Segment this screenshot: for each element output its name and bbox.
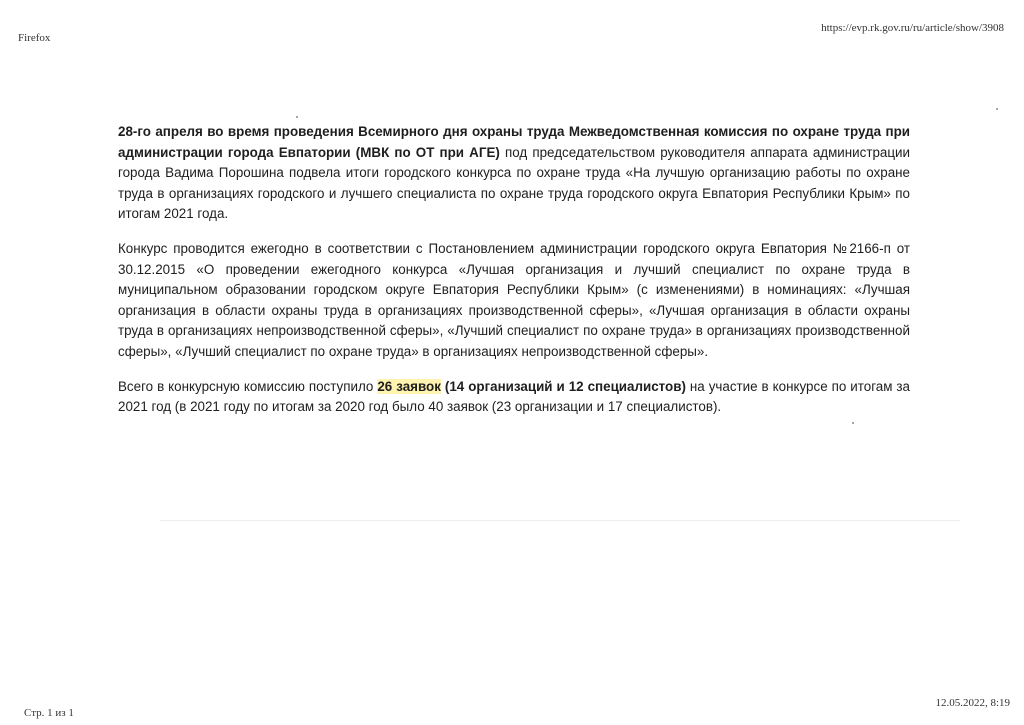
- page-url: https://evp.rk.gov.ru/ru/article/show/3908: [821, 22, 1004, 34]
- article-paragraph-3: [118, 377, 910, 418]
- scan-speck: [852, 422, 854, 424]
- page-counter: Стр. 1 из 1: [24, 707, 74, 719]
- article-paragraph-1: [118, 122, 910, 225]
- applications-count-highlight: 26 заявок: [377, 378, 441, 394]
- lead-text: под председательством руководителя аппарата администрации города Вадима Порошина подвела итоги городского конкурса по охране труда «На лучшую организацию работы по охране труда в организациях городского и лучшего специалиста по охране труда городского округа Евпатория Республики Крым» по итогам 2021 года.: [118, 144, 910, 222]
- article-body: [118, 122, 910, 432]
- applications-breakdown: (14 организаций и 12 специалистов): [440, 378, 686, 394]
- article-paragraph-2: Конкурс проводится ежегодно в соответствии с Постановлением администрации городского округа Евпатория №2166-п от 30.12.2015 «О проведении ежегодного конкурса «Лучшая организация и лучший специалист по охране труда в муниципальном образовании городском округе Евпатория Республики Крым» (с изменениями) в номинациях: «Лучшая организация в области охраны труда в организациях производственной сферы», «Лучшая организация в области охраны труда в организациях непроизводственной сферы», «Лучший специалист по охране труда» в организациях производственной сферы», «Лучший специалист по охране труда» в организациях непроизводственной сферы».: [118, 240, 910, 359]
- totals-intro: Всего в конкурсную комиссию поступило: [118, 378, 378, 394]
- totals-rest: на участие в конкурсе по итогам за 2021 год (в 2021 году по итогам за 2020 год было 40 заявок (23 организации и 17 специалистов).: [118, 378, 911, 415]
- lead-bold-text: 28-го апреля во время проведения Всемирного дня охраны труда Межведомственная комиссия по охране труда при администрации города Евпатории (МВК по ОТ при АГЕ): [118, 124, 910, 160]
- browser-name: Firefox: [18, 32, 51, 44]
- print-datetime: 12.05.2022, 8:19: [935, 697, 1010, 709]
- scan-speck: [296, 116, 298, 118]
- scan-speck: [996, 108, 998, 110]
- scan-streak: [160, 520, 960, 521]
